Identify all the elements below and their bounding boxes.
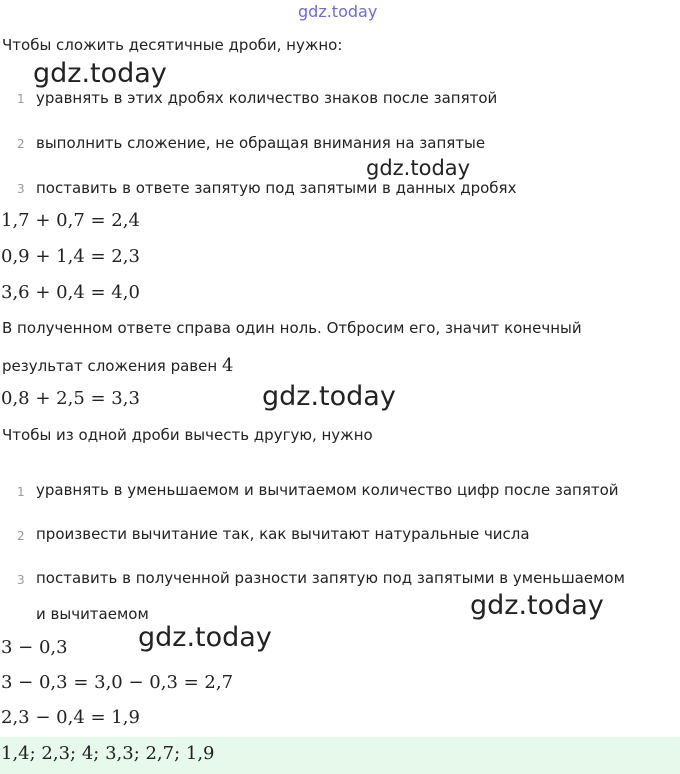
sub-step-3-text: поставить в полученной разности запятую под запятыми в уменьшаемом (36, 569, 625, 587)
sub-step-2-number: 2 (17, 529, 25, 543)
watermark-3: gdz.today (262, 381, 396, 412)
add-step-3-number: 3 (17, 182, 25, 196)
add-step-3-text: поставить в ответе запятую под запятыми в данных дробях (36, 179, 517, 197)
watermark-4: gdz.today (470, 590, 604, 621)
addition-note-line-1: В полученном ответе справа один ноль. Отбросим его, значит конечный (2, 319, 582, 337)
sub-step-1-text: уравнять в уменьшаемом и вычитаемом количество цифр после запятой (36, 481, 619, 499)
add-example-3: 3,6 + 0,4 = 4,0 (1, 282, 140, 303)
watermark-1: gdz.today (33, 58, 167, 89)
sub-example-3: 2,3 − 0,4 = 1,9 (1, 707, 140, 728)
add-example-4: 0,8 + 2,5 = 3,3 (1, 388, 140, 409)
add-step-2-number: 2 (17, 137, 25, 151)
watermark-top: gdz.today (298, 2, 378, 21)
sub-step-1-number: 1 (17, 485, 25, 499)
add-step-1-text: уравнять в этих дробях количество знаков после запятой (36, 89, 498, 107)
addition-note-line-2 (2, 355, 233, 376)
add-step-1-number: 1 (17, 92, 25, 106)
sub-step-3-text-line-2: и вычитаемом (36, 605, 149, 623)
add-example-2: 0,9 + 1,4 = 2,3 (1, 246, 140, 267)
addition-intro: Чтобы сложить десятичные дроби, нужно: (2, 36, 343, 54)
sub-step-3-number: 3 (17, 573, 25, 587)
subtraction-intro: Чтобы из одной дроби вычесть другую, нужно (2, 426, 373, 444)
sub-example-1: 3 − 0,3 (1, 637, 68, 658)
addition-note-value: 4 (221, 355, 234, 376)
addition-note-text: результат сложения равен (2, 357, 218, 375)
add-step-2-text: выполнить сложение, не обращая внимания на запятые (36, 134, 486, 152)
sub-example-2: 3 − 0,3 = 3,0 − 0,3 = 2,7 (1, 672, 234, 693)
watermark-5: gdz.today (138, 622, 272, 653)
watermark-2: gdz.today (366, 156, 471, 180)
add-example-1: 1,7 + 0,7 = 2,4 (1, 210, 140, 231)
sub-step-2-text: произвести вычитание так, как вычитают натуральные числа (36, 525, 530, 543)
answer-text: 1,4; 2,3; 4; 3,3; 2,7; 1,9 (1, 743, 215, 764)
